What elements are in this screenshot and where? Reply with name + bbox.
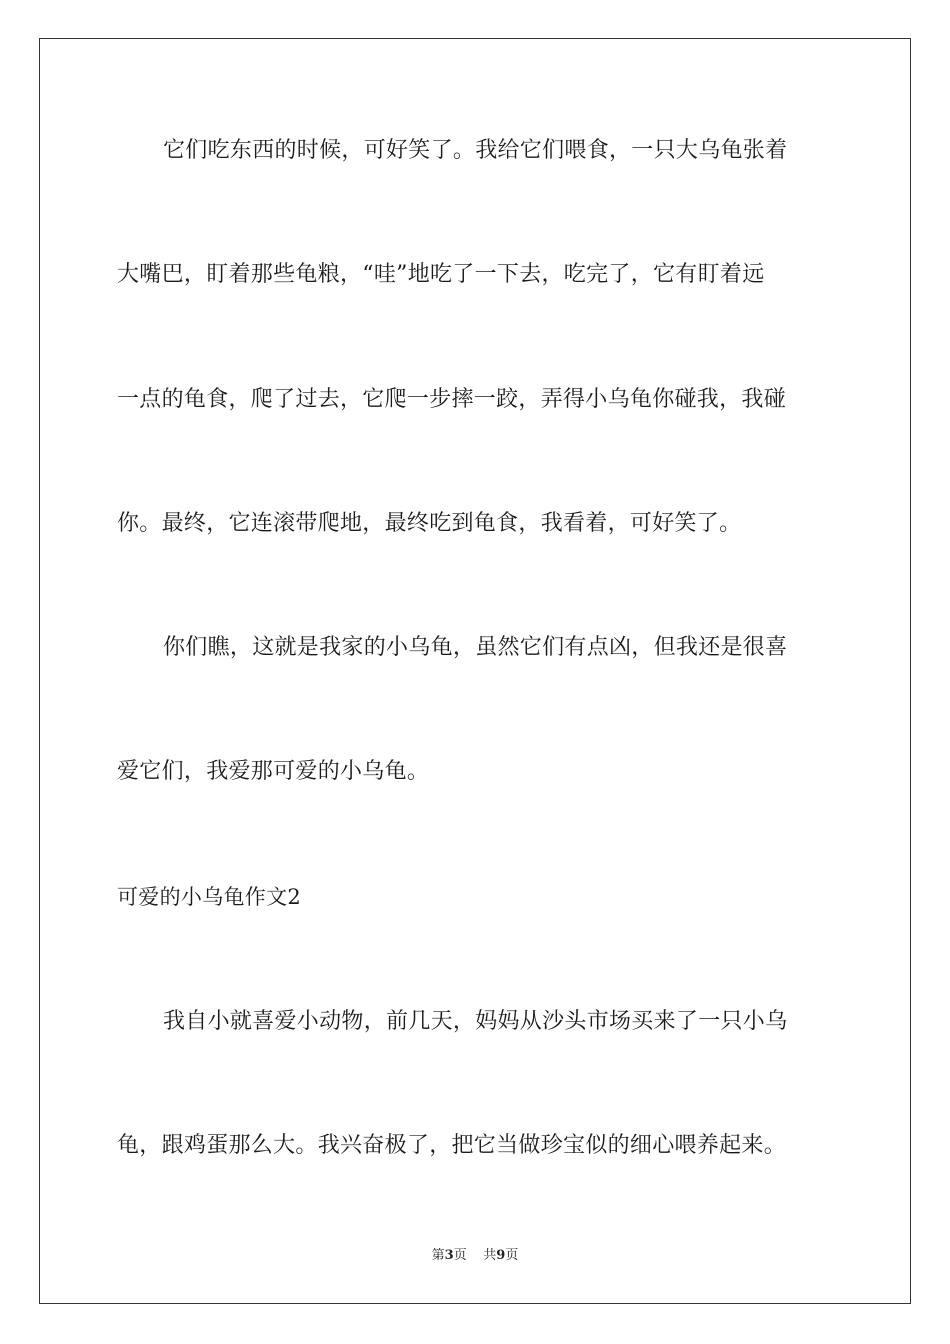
footer-total-unit: 页	[505, 1248, 519, 1263]
paragraph-1-line-3: 一点的龟食，爬了过去，它爬一步摔一跤，弄得小乌龟你碰我，我碰	[117, 387, 787, 412]
paragraph-3-line-1: 我自小就喜爱小动物，前几天，妈妈从沙头市场买来了一只小乌	[163, 1009, 788, 1034]
page-border	[39, 38, 911, 1304]
paragraph-1-line-1: 它们吃东西的时候，可好笑了。我给它们喂食，一只大乌龟张着	[163, 138, 788, 163]
footer-prefix: 第	[431, 1248, 445, 1263]
paragraph-1-line-2: 大嘴巴，盯着那些龟粮，“哇”地吃了一下去，吃完了，它有盯着远	[117, 262, 765, 287]
page-footer	[0, 1247, 950, 1265]
paragraph-1-line-4: 你。最终，它连滚带爬地，最终吃到龟食，我看着，可好笑了。	[117, 511, 742, 536]
paragraph-2-line-2: 爱它们，我爱那可爱的小乌龟。	[117, 759, 430, 784]
section-heading: 可爱的小乌龟作文2	[117, 885, 302, 909]
paragraph-2-line-1: 你们瞧，这就是我家的小乌龟，虽然它们有点凶，但我还是很喜	[163, 635, 788, 660]
footer-current-page: 3	[444, 1248, 454, 1263]
footer-page-unit: 页	[453, 1248, 467, 1263]
footer-total-pages: 9	[496, 1248, 506, 1263]
paragraph-3-line-2: 龟，跟鸡蛋那么大。我兴奋极了，把它当做珍宝似的细心喂养起来。	[117, 1133, 787, 1158]
footer-total-prefix: 共	[483, 1248, 497, 1263]
